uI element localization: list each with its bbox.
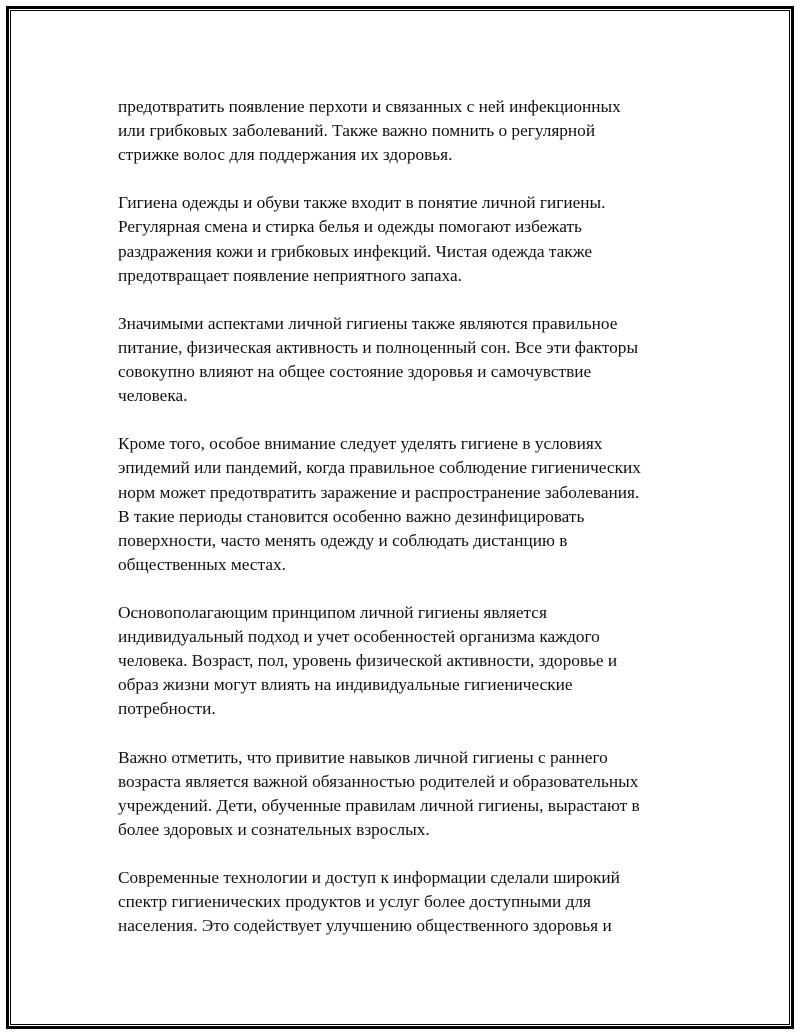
text-line: Кроме того, особое внимание следует уделять гигиене в условиях [118, 434, 603, 454]
paragraph-epidemics [118, 432, 698, 577]
text-line: спектр гигиенических продуктов и услуг более доступными для [118, 892, 591, 912]
text-line: стрижке волос для поддержания их здоровья. [118, 145, 453, 165]
text-line: общественных местах. [118, 554, 286, 574]
text-line: раздражения кожи и грибковых инфекций. Чистая одежда также [118, 241, 593, 261]
text-line: населения. Это содействует улучшению общественного здоровья и [118, 916, 612, 936]
text-line: эпидемий или пандемий, когда правильное соблюдение гигиенических [118, 458, 641, 478]
page-border [6, 6, 794, 1029]
text-line: совокупно влияют на общее состояние здоровья и самочувствие [118, 362, 592, 382]
text-line: Современные технологии и доступ к информации сделали широкий [118, 868, 620, 887]
text-line: Важно отметить, что привитие навыков личной гигиены с раннего [118, 747, 608, 767]
paragraph-clothing-hygiene [118, 191, 698, 287]
text-line: учреждений. Дети, обученные правилам личной гигиены, вырастают в [118, 795, 640, 815]
paragraph-lifestyle-factors [118, 312, 698, 408]
text-line: Регулярная смена и стирка белья и одежды помогают избежать [118, 217, 582, 237]
text-line: или грибковых заболеваний. Также важно помнить о регулярной [118, 121, 596, 141]
text-line: Основополагающим принципом личной гигиены является [118, 602, 547, 622]
text-line: предотвращает появление неприятного запаха. [118, 265, 462, 285]
text-line: образ жизни могут влиять на индивидуальные гигиенические [118, 675, 573, 695]
paragraph-modern-technology [118, 866, 698, 938]
text-line: поверхности, часто менять одежду и соблюдать дистанцию в [118, 530, 568, 550]
text-line: человека. Возраст, пол, уровень физической активности, здоровье и [118, 651, 618, 671]
text-line: человека. [118, 386, 188, 406]
paragraph-individual-approach [118, 601, 698, 721]
text-line: предотвратить появление перхоти и связанных с ней инфекционных [118, 97, 621, 116]
text-line: В такие периоды становится особенно важно дезинфицировать [118, 506, 585, 526]
text-line: более здоровых и сознательных взрослых. [118, 819, 430, 839]
text-line: потребности. [118, 699, 216, 719]
text-line: норм может предотвратить заражение и распространение заболевания. [118, 482, 640, 502]
paragraph-early-education [118, 746, 698, 842]
text-line: индивидуальный подход и учет особенностей организма каждого [118, 627, 600, 647]
text-line: возраста является важной обязанностью родителей и образовательных [118, 771, 639, 791]
text-line: Гигиена одежды и обуви также входит в понятие личной гигиены. [118, 193, 606, 213]
text-line: питание, физическая активность и полноценный сон. Все эти факторы [118, 337, 639, 357]
document-body [118, 95, 698, 962]
text-line: Значимыми аспектами личной гигиены также являются правильное [118, 313, 618, 333]
paragraph-hair-hygiene [118, 95, 698, 167]
